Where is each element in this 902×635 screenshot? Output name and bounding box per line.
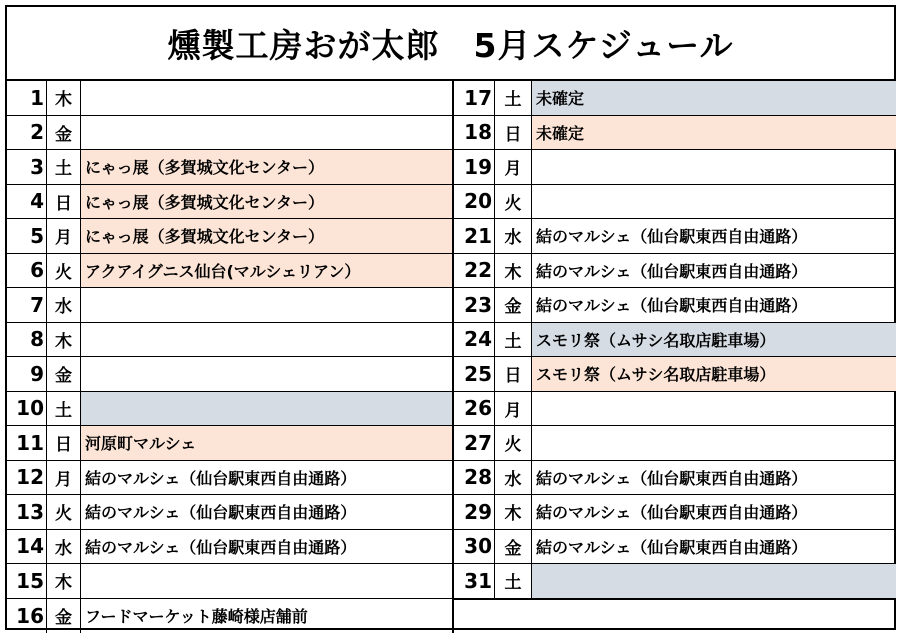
day-number: 10 [16, 396, 44, 421]
empty-cell [454, 599, 896, 634]
schedule-row [7, 150, 452, 185]
day-number: 30 [464, 534, 492, 559]
weekday-cell: 日 [46, 426, 81, 460]
schedule-row [7, 392, 452, 427]
weekday-cell: 月 [46, 461, 81, 495]
schedule-row [7, 254, 452, 289]
weekday-cell: 金 [46, 599, 81, 634]
event-cell [532, 185, 896, 219]
weekday-cell: 水 [494, 219, 532, 253]
event-cell: スモリ祭（ムサシ名取店駐車場） [532, 357, 896, 391]
schedule-row [7, 288, 452, 323]
day-number: 18 [464, 120, 492, 145]
day-number: 21 [464, 223, 492, 248]
event-cell: 結のマルシェ（仙台駅東西自由通路） [85, 468, 357, 488]
weekday-cell: 月 [46, 219, 81, 253]
day-number: 29 [464, 499, 492, 524]
schedule-row [454, 81, 896, 116]
day-number: 26 [464, 396, 492, 421]
schedule-row [7, 426, 452, 461]
schedule-column-right [452, 81, 896, 633]
weekday-cell: 日 [494, 357, 532, 391]
event-cell: 結のマルシェ（仙台駅東西自由通路） [536, 227, 808, 247]
day-number: 13 [16, 499, 44, 524]
weekday-cell: 水 [46, 288, 81, 322]
schedule-row [454, 392, 896, 427]
event-cell: スモリ祭（ムサシ名取店駐車場） [532, 323, 896, 357]
day-number: 5 [30, 223, 44, 248]
day-number: 6 [30, 258, 44, 283]
event-cell: 未確定 [532, 116, 896, 150]
event-cell: 未確定 [532, 81, 896, 115]
page-title: 燻製工房おが太郎 5月スケジュール [7, 7, 894, 81]
day-number: 17 [464, 85, 492, 110]
event-cell [81, 288, 452, 322]
schedule-row [7, 599, 452, 634]
day-number: 16 [16, 603, 44, 628]
schedule-row [454, 461, 896, 496]
event-cell: 結のマルシェ（仙台駅東西自由通路） [536, 503, 808, 523]
event-cell [532, 564, 896, 598]
schedule-column-left [7, 81, 452, 633]
weekday-cell: 金 [494, 288, 532, 322]
event-cell: にゃっ展（多賀城文化センター） [81, 219, 452, 253]
weekday-cell: 土 [46, 392, 81, 426]
weekday-cell: 水 [494, 461, 532, 495]
event-cell: 結のマルシェ（仙台駅東西自由通路） [536, 468, 808, 488]
weekday-cell: 土 [494, 323, 532, 357]
event-cell [81, 392, 452, 426]
weekday-cell: 土 [494, 564, 532, 598]
event-cell: 結のマルシェ（仙台駅東西自由通路） [536, 261, 808, 281]
schedule-row [454, 564, 896, 599]
day-number: 1 [30, 85, 44, 110]
day-number: 11 [16, 430, 44, 455]
day-number: 14 [16, 534, 44, 559]
weekday-cell: 木 [46, 564, 81, 598]
schedule-row [7, 323, 452, 358]
day-number: 4 [30, 189, 44, 214]
day-number: 22 [464, 258, 492, 283]
schedule-row [7, 530, 452, 565]
event-cell: アクアイグニス仙台(マルシェリアン） [81, 254, 452, 288]
day-number: 20 [464, 189, 492, 214]
day-number: 12 [16, 465, 44, 490]
day-number: 7 [30, 292, 44, 317]
weekday-cell: 土 [46, 150, 81, 184]
event-cell [81, 81, 452, 115]
schedule-row [454, 219, 896, 254]
weekday-cell: 金 [46, 116, 81, 150]
day-number: 15 [16, 568, 44, 593]
day-number: 27 [464, 430, 492, 455]
weekday-cell: 火 [494, 426, 532, 460]
day-number: 19 [464, 154, 492, 179]
day-number: 25 [464, 361, 492, 386]
weekday-cell: 火 [494, 185, 532, 219]
schedule-row [454, 495, 896, 530]
schedule-row [454, 357, 896, 392]
weekday-cell: 火 [46, 254, 81, 288]
day-number: 9 [30, 361, 44, 386]
event-cell [81, 357, 452, 391]
schedule-sheet [5, 5, 896, 630]
event-cell [532, 392, 896, 426]
schedule-row [454, 323, 896, 358]
day-number: 23 [464, 292, 492, 317]
schedule-row [7, 81, 452, 116]
weekday-cell: 日 [46, 185, 81, 219]
event-cell: にゃっ展（多賀城文化センター） [81, 185, 452, 219]
day-number: 3 [30, 154, 44, 179]
weekday-cell: 土 [494, 81, 532, 115]
schedule-row [7, 564, 452, 599]
schedule-row [7, 219, 452, 254]
day-number: 31 [464, 568, 492, 593]
weekday-cell: 金 [46, 357, 81, 391]
weekday-cell: 木 [46, 81, 81, 115]
weekday-cell: 月 [494, 150, 532, 184]
schedule-row [7, 116, 452, 151]
event-cell [81, 323, 452, 357]
weekday-cell: 月 [494, 392, 532, 426]
schedule-row [454, 530, 896, 565]
weekday-cell: 木 [494, 495, 532, 529]
weekday-cell: 木 [46, 323, 81, 357]
schedule-row [454, 288, 896, 323]
schedule-row [7, 185, 452, 220]
event-cell [81, 116, 452, 150]
schedule-row [454, 254, 896, 289]
weekday-cell: 火 [46, 495, 81, 529]
schedule-row [454, 185, 896, 220]
weekday-cell: 木 [494, 254, 532, 288]
event-cell: にゃっ展（多賀城文化センター） [81, 150, 452, 184]
event-cell [532, 426, 896, 460]
schedule-row [454, 426, 896, 461]
weekday-cell: 水 [46, 530, 81, 564]
day-number: 2 [30, 120, 44, 145]
event-cell: 河原町マルシェ [81, 426, 452, 460]
event-cell: フードマーケット藤崎様店舗前 [85, 607, 308, 627]
schedule-row [7, 461, 452, 496]
event-cell [532, 150, 896, 184]
weekday-cell: 日 [494, 116, 532, 150]
day-number: 24 [464, 327, 492, 352]
event-cell: 結のマルシェ（仙台駅東西自由通路） [536, 537, 808, 557]
day-number: 8 [30, 327, 44, 352]
event-cell [81, 564, 452, 598]
weekday-cell: 金 [494, 530, 532, 564]
schedule-row [7, 495, 452, 530]
schedule-row [7, 357, 452, 392]
event-cell: 結のマルシェ（仙台駅東西自由通路） [85, 537, 357, 557]
event-cell: 結のマルシェ（仙台駅東西自由通路） [536, 296, 808, 316]
day-number: 28 [464, 465, 492, 490]
schedule-row [454, 116, 896, 151]
schedule-row [454, 150, 896, 185]
event-cell: 結のマルシェ（仙台駅東西自由通路） [85, 503, 357, 523]
